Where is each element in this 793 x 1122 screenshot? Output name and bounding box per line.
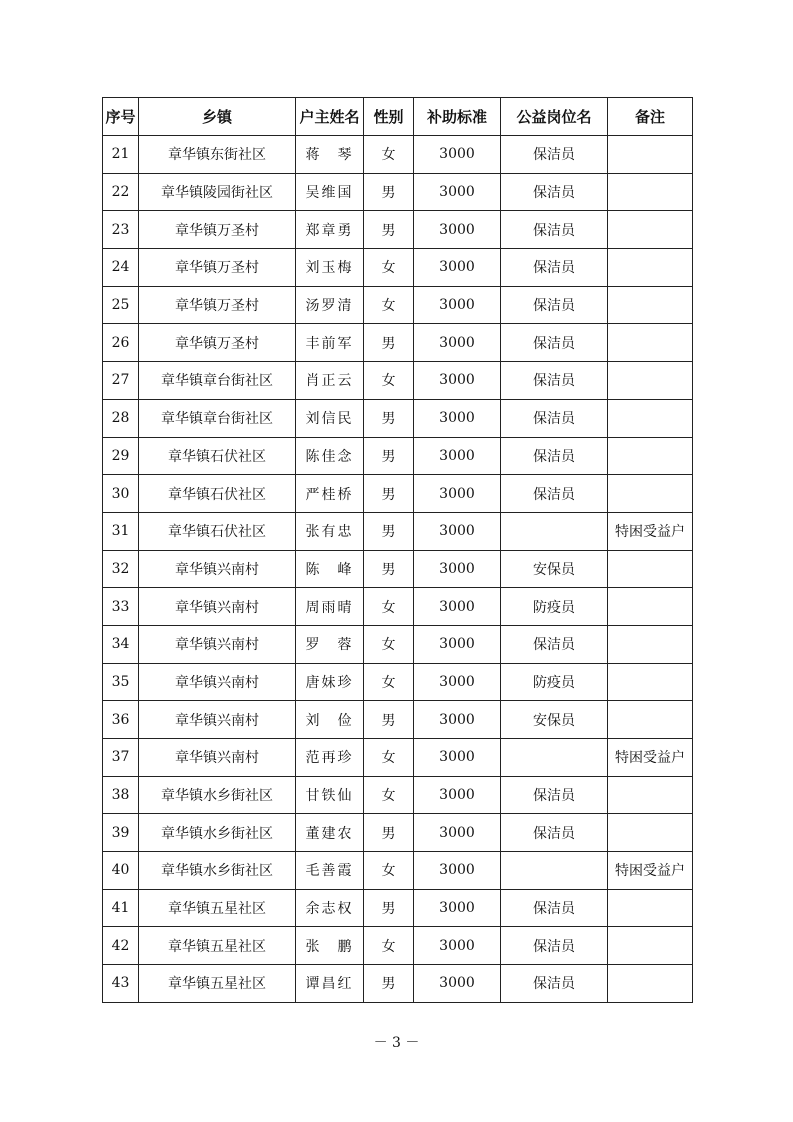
cell-subsidy: 3000 [414,663,501,701]
cell-remarks [608,588,693,626]
cell-remarks [608,625,693,663]
cell-remarks [608,173,693,211]
cell-gender: 女 [364,362,414,400]
cell-index: 32 [103,550,139,588]
cell-post: 保洁员 [501,286,608,324]
cell-town: 章华镇东街社区 [139,136,296,174]
table-row [103,362,693,400]
cell-index: 40 [103,852,139,890]
table-row [103,814,693,852]
cell-householder: 张有忠 [296,512,364,550]
cell-remarks [608,211,693,249]
cell-gender: 男 [364,512,414,550]
cell-index: 25 [103,286,139,324]
cell-town: 章华镇水乡街社区 [139,776,296,814]
cell-post: 保洁员 [501,437,608,475]
cell-index: 42 [103,927,139,965]
cell-remarks [608,136,693,174]
table-row [103,776,693,814]
header-town: 乡镇 [139,98,296,136]
cell-gender: 男 [364,475,414,513]
cell-gender: 男 [364,399,414,437]
cell-index: 37 [103,739,139,777]
cell-householder: 张 鹏 [296,927,364,965]
table-row [103,852,693,890]
cell-subsidy: 3000 [414,324,501,362]
table-row [103,399,693,437]
cell-gender: 女 [364,588,414,626]
cell-subsidy: 3000 [414,249,501,287]
cell-householder: 周雨晴 [296,588,364,626]
cell-town: 章华镇兴南村 [139,588,296,626]
cell-remarks [608,249,693,287]
cell-index: 26 [103,324,139,362]
cell-householder: 严桂桥 [296,475,364,513]
cell-index: 30 [103,475,139,513]
cell-subsidy: 3000 [414,550,501,588]
cell-subsidy: 3000 [414,588,501,626]
cell-remarks: 特困受益户 [608,512,693,550]
cell-subsidy: 3000 [414,173,501,211]
table-row [103,173,693,211]
cell-index: 24 [103,249,139,287]
cell-gender: 男 [364,324,414,362]
cell-town: 章华镇水乡街社区 [139,814,296,852]
cell-town: 章华镇万圣村 [139,286,296,324]
cell-householder: 陈 峰 [296,550,364,588]
table-header-row [103,98,693,136]
cell-gender: 女 [364,136,414,174]
cell-index: 21 [103,136,139,174]
cell-householder: 刘信民 [296,399,364,437]
cell-town: 章华镇兴南村 [139,739,296,777]
cell-subsidy: 3000 [414,776,501,814]
cell-town: 章华镇章台街社区 [139,399,296,437]
cell-post: 保洁员 [501,173,608,211]
cell-post: 保洁员 [501,814,608,852]
cell-post: 保洁员 [501,889,608,927]
cell-subsidy: 3000 [414,362,501,400]
cell-post: 安保员 [501,550,608,588]
header-householder: 户主姓名 [296,98,364,136]
cell-post: 保洁员 [501,399,608,437]
cell-householder: 蒋 琴 [296,136,364,174]
cell-index: 31 [103,512,139,550]
cell-index: 43 [103,965,139,1003]
cell-remarks: 特困受益户 [608,739,693,777]
cell-gender: 男 [364,211,414,249]
table-row [103,211,693,249]
cell-post: 保洁员 [501,324,608,362]
cell-gender: 女 [364,249,414,287]
cell-post: 保洁员 [501,625,608,663]
cell-householder: 罗 蓉 [296,625,364,663]
cell-householder: 唐妹珍 [296,663,364,701]
cell-town: 章华镇兴南村 [139,625,296,663]
cell-post [501,739,608,777]
cell-index: 36 [103,701,139,739]
cell-gender: 女 [364,286,414,324]
cell-post: 保洁员 [501,475,608,513]
table-row [103,324,693,362]
table-row [103,249,693,287]
table-row [103,512,693,550]
cell-index: 39 [103,814,139,852]
cell-post [501,512,608,550]
cell-index: 27 [103,362,139,400]
cell-town: 章华镇万圣村 [139,249,296,287]
cell-remarks [608,550,693,588]
cell-householder: 汤罗清 [296,286,364,324]
cell-subsidy: 3000 [414,286,501,324]
page-number: － 3 － [373,1035,420,1051]
cell-subsidy: 3000 [414,136,501,174]
cell-remarks [608,889,693,927]
cell-index: 22 [103,173,139,211]
cell-index: 33 [103,588,139,626]
table-row [103,550,693,588]
cell-index: 41 [103,889,139,927]
cell-remarks [608,701,693,739]
cell-householder: 甘铁仙 [296,776,364,814]
table-row [103,136,693,174]
cell-subsidy: 3000 [414,965,501,1003]
cell-remarks [608,324,693,362]
cell-gender: 男 [364,173,414,211]
cell-subsidy: 3000 [414,399,501,437]
cell-post: 保洁员 [501,211,608,249]
cell-remarks [608,362,693,400]
cell-remarks [608,437,693,475]
cell-subsidy: 3000 [414,437,501,475]
header-index: 序号 [103,98,139,136]
cell-town: 章华镇兴南村 [139,663,296,701]
cell-householder: 刘玉梅 [296,249,364,287]
cell-index: 23 [103,211,139,249]
cell-remarks [608,776,693,814]
cell-post: 保洁员 [501,136,608,174]
cell-householder: 陈佳念 [296,437,364,475]
cell-remarks [608,663,693,701]
table-body [103,136,693,1003]
cell-town: 章华镇水乡街社区 [139,852,296,890]
cell-remarks [608,475,693,513]
table-row [103,588,693,626]
cell-remarks [608,814,693,852]
cell-subsidy: 3000 [414,739,501,777]
cell-town: 章华镇石伏社区 [139,437,296,475]
cell-index: 34 [103,625,139,663]
cell-index: 35 [103,663,139,701]
cell-post: 防疫员 [501,588,608,626]
table-row [103,286,693,324]
subsidy-roster-table [102,97,693,1003]
cell-post: 保洁员 [501,249,608,287]
table-row [103,739,693,777]
cell-post: 安保员 [501,701,608,739]
cell-subsidy: 3000 [414,889,501,927]
cell-householder: 董建农 [296,814,364,852]
cell-gender: 女 [364,739,414,777]
cell-town: 章华镇兴南村 [139,550,296,588]
table-row [103,889,693,927]
header-remarks: 备注 [608,98,693,136]
cell-town: 章华镇章台街社区 [139,362,296,400]
cell-householder: 谭昌红 [296,965,364,1003]
cell-town: 章华镇五星社区 [139,927,296,965]
cell-householder: 余志权 [296,889,364,927]
cell-gender: 女 [364,927,414,965]
table-row [103,701,693,739]
cell-subsidy: 3000 [414,211,501,249]
cell-town: 章华镇五星社区 [139,965,296,1003]
cell-post: 保洁员 [501,927,608,965]
cell-town: 章华镇陵园街社区 [139,173,296,211]
cell-subsidy: 3000 [414,814,501,852]
cell-householder: 刘 俭 [296,701,364,739]
table-row [103,927,693,965]
cell-householder: 吴维国 [296,173,364,211]
cell-town: 章华镇五星社区 [139,889,296,927]
cell-gender: 男 [364,437,414,475]
cell-gender: 女 [364,776,414,814]
cell-town: 章华镇石伏社区 [139,512,296,550]
cell-subsidy: 3000 [414,852,501,890]
header-subsidy: 补助标准 [414,98,501,136]
cell-remarks [608,965,693,1003]
cell-gender: 男 [364,701,414,739]
cell-householder: 毛善霞 [296,852,364,890]
cell-remarks [608,399,693,437]
cell-gender: 女 [364,852,414,890]
cell-gender: 男 [364,550,414,588]
cell-remarks: 特困受益户 [608,852,693,890]
cell-post: 保洁员 [501,362,608,400]
cell-index: 28 [103,399,139,437]
cell-post: 防疫员 [501,663,608,701]
cell-remarks [608,286,693,324]
cell-remarks [608,927,693,965]
cell-householder: 郑章勇 [296,211,364,249]
cell-subsidy: 3000 [414,701,501,739]
cell-householder: 丰前军 [296,324,364,362]
cell-subsidy: 3000 [414,475,501,513]
cell-householder: 范再珍 [296,739,364,777]
cell-gender: 女 [364,625,414,663]
table-row [103,437,693,475]
cell-gender: 女 [364,663,414,701]
table-row [103,965,693,1003]
cell-post [501,852,608,890]
cell-index: 29 [103,437,139,475]
cell-index: 38 [103,776,139,814]
cell-town: 章华镇兴南村 [139,701,296,739]
cell-gender: 男 [364,889,414,927]
cell-town: 章华镇石伏社区 [139,475,296,513]
table-row [103,625,693,663]
table-row [103,663,693,701]
cell-gender: 男 [364,965,414,1003]
cell-post: 保洁员 [501,965,608,1003]
cell-subsidy: 3000 [414,927,501,965]
cell-subsidy: 3000 [414,512,501,550]
cell-town: 章华镇万圣村 [139,211,296,249]
header-post: 公益岗位名 [501,98,608,136]
cell-town: 章华镇万圣村 [139,324,296,362]
header-gender: 性别 [364,98,414,136]
table-row [103,475,693,513]
cell-householder: 肖正云 [296,362,364,400]
cell-subsidy: 3000 [414,625,501,663]
cell-post: 保洁员 [501,776,608,814]
cell-gender: 男 [364,814,414,852]
